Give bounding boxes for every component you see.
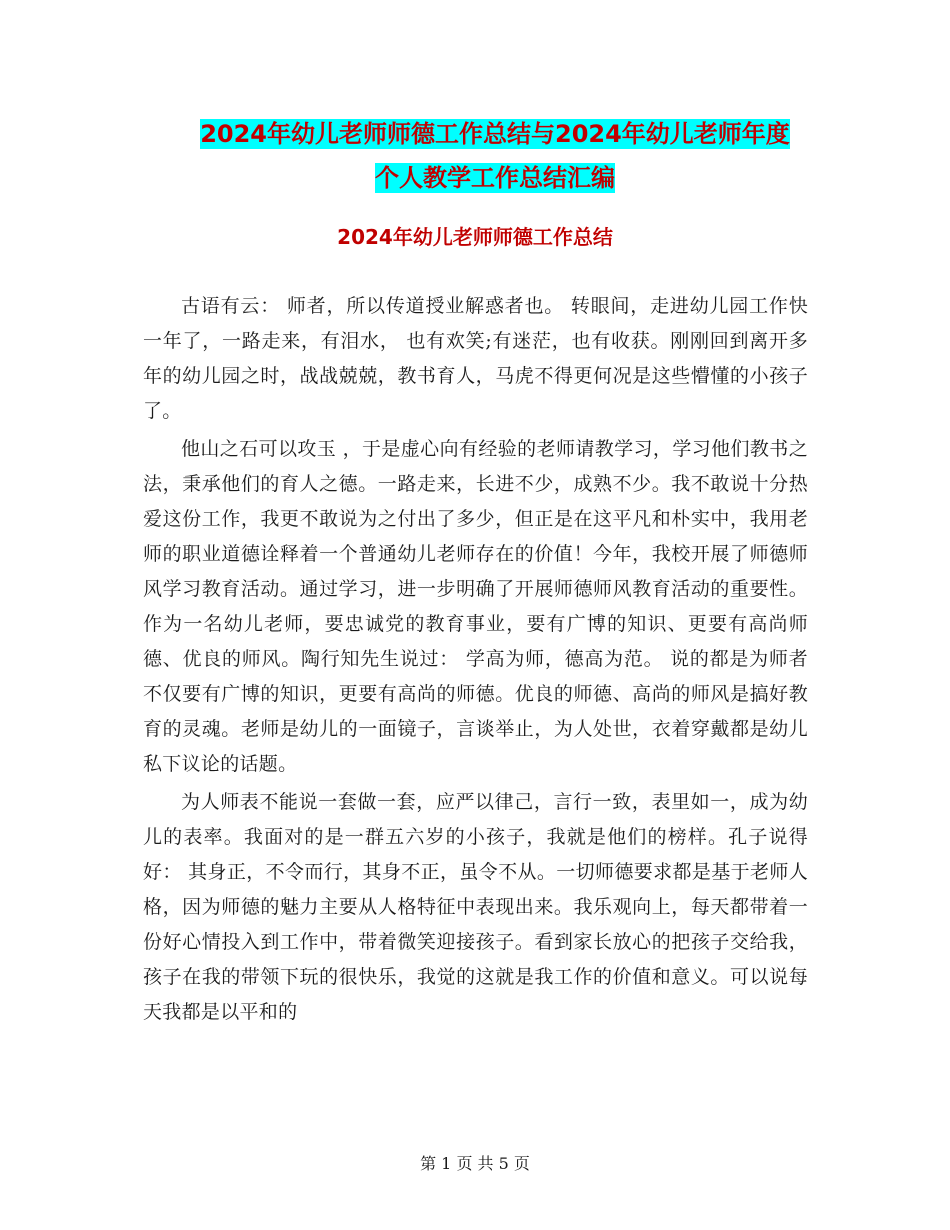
- paragraph-3: 为人师表不能说一套做一套，应严以律己，言行一致，表里如一，成为幼儿的表率。我面对的是一群五六岁的小孩子，我就是他们的榜样。孔子说得好： 其身正，不令而行，其身不正，虽令不从。一切师德要求都是基于老师人格，因为师德的魅力主要从人格特征中表现出来。我乐观向上，每天都带着一份好心情投入到工作中，带着微笑迎接孩子。看到家长放心的把孩子交给我，孩子在我的带领下玩的很快乐，我觉的这就是我工作的价值和意义。可以说每天我都是以平和的: [143, 791, 808, 1023]
- section-title: 2024年幼儿老师师德工作总结: [337, 225, 613, 249]
- document-title-line-2: 个人教学工作总结汇编: [375, 164, 615, 192]
- document-body: [143, 289, 808, 1033]
- page-footer: 第 1 页 共 5 页: [420, 1154, 530, 1173]
- paragraph-1: 古语有云： 师者，所以传道授业解惑者也。 转眼间，走进幼儿园工作快一年了，一路走来，有泪水， 也有欢笑;有迷茫，也有收获。刚刚回到离开多年的幼儿园之时，战战兢兢，教书育人，马虎不得更何况是这些懵懂的小孩子了。: [143, 295, 808, 422]
- document-title-line-1: 2024年幼儿老师师德工作总结与2024年幼儿老师年度: [200, 120, 790, 148]
- document-title: [140, 112, 850, 200]
- paragraph-2: 他山之石可以攻玉 ，于是虚心向有经验的老师请教学习，学习他们教书之法，秉承他们的育人之德。一路走来，长进不少，成熟不少。我不敢说十分热爱这份工作，我更不敢说为之付出了多少，但正是在这平凡和朴实中，我用老师的职业道德诠释着一个普通幼儿老师存在的价值！今年，我校开展了师德师风学习教育活动。通过学习，进一步明确了开展师德师风教育活动的重要性。作为一名幼儿老师，要忠诚党的教育事业，要有广博的知识、更要有高尚师德、优良的师风。陶行知先生说过： 学高为师，德高为范。 说的都是为师者不仅要有广博的知识，更要有高尚的师德。优良的师德、高尚的师风是搞好教育的灵魂。老师是幼儿的一面镜子，言谈举止，为人处世，衣着穿戴都是幼儿私下议论的话题。: [143, 438, 808, 775]
